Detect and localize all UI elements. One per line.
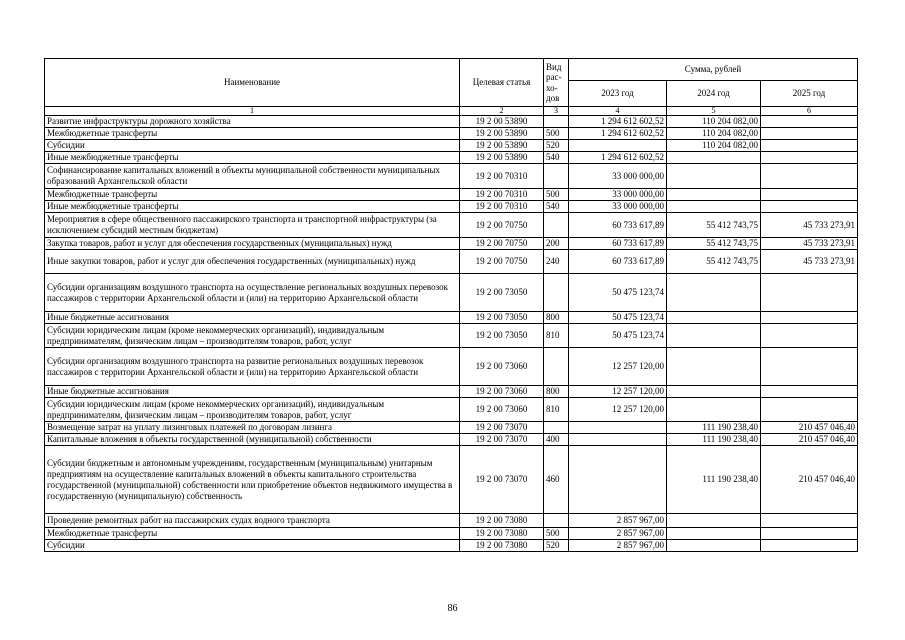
row-name: Субсидии организациям воздушного транспорта на развитие региональных воздушных перевозок пассажиров с территории Архангельской области и (или) на территорию Архангельской области (45, 348, 460, 386)
row-sum-2025 (761, 312, 858, 324)
header-year-2024: 2024 год (667, 81, 761, 107)
row-sum-2023: 12 257 120,00 (569, 386, 667, 398)
table-row (45, 274, 858, 312)
row-expense-type: 540 (544, 201, 569, 213)
row-sum-2023: 60 733 617,89 (569, 250, 667, 274)
row-target-article: 19 2 00 70310 (460, 201, 544, 213)
row-sum-2023: 1 294 612 602,52 (569, 128, 667, 140)
row-target-article: 19 2 00 73050 (460, 324, 544, 348)
row-sum-2024 (667, 324, 761, 348)
column-number: 4 (569, 107, 667, 116)
row-sum-2025 (761, 274, 858, 312)
row-sum-2023: 1 294 612 602,52 (569, 116, 667, 128)
row-sum-2023: 12 257 120,00 (569, 398, 667, 422)
row-sum-2025 (761, 164, 858, 189)
header-sum-group: Сумма, рублей (569, 59, 858, 81)
row-sum-2025 (761, 528, 858, 540)
row-expense-type: 460 (544, 446, 569, 514)
row-expense-type (544, 514, 569, 528)
row-expense-type (544, 348, 569, 386)
row-target-article: 19 2 00 73070 (460, 434, 544, 446)
table-row (45, 164, 858, 189)
row-sum-2025 (761, 189, 858, 201)
row-target-article: 19 2 00 73050 (460, 274, 544, 312)
row-sum-2024 (667, 386, 761, 398)
column-number: 1 (45, 107, 460, 116)
row-sum-2025: 45 733 273,91 (761, 238, 858, 250)
header-name: Наименование (45, 59, 460, 107)
row-sum-2024 (667, 528, 761, 540)
row-sum-2024 (667, 152, 761, 164)
row-name: Иные межбюджетные трансферты (45, 152, 460, 164)
table-row (45, 398, 858, 422)
row-expense-type: 810 (544, 398, 569, 422)
column-number: 2 (460, 107, 544, 116)
row-sum-2024: 55 412 743,75 (667, 250, 761, 274)
row-sum-2024 (667, 514, 761, 528)
budget-table (44, 58, 858, 552)
row-sum-2023: 1 294 612 602,52 (569, 152, 667, 164)
row-sum-2024: 111 190 238,40 (667, 434, 761, 446)
row-sum-2023: 2 857 967,00 (569, 514, 667, 528)
row-sum-2024 (667, 164, 761, 189)
row-target-article: 19 2 00 73080 (460, 540, 544, 552)
row-target-article: 19 2 00 73070 (460, 446, 544, 514)
row-target-article: 19 2 00 70750 (460, 238, 544, 250)
table-row (45, 386, 858, 398)
row-target-article: 19 2 00 53890 (460, 140, 544, 152)
row-sum-2023: 60 733 617,89 (569, 213, 667, 238)
row-sum-2023 (569, 446, 667, 514)
row-expense-type: 200 (544, 238, 569, 250)
row-expense-type: 500 (544, 528, 569, 540)
row-sum-2024 (667, 398, 761, 422)
row-sum-2025 (761, 514, 858, 528)
row-name: Субсидии (45, 140, 460, 152)
row-sum-2024: 111 190 238,40 (667, 422, 761, 434)
row-expense-type (544, 213, 569, 238)
table-row (45, 540, 858, 552)
row-expense-type: 500 (544, 128, 569, 140)
table-row (45, 446, 858, 514)
row-sum-2023: 33 000 000,00 (569, 164, 667, 189)
header-year-2025: 2025 год (761, 81, 858, 107)
row-sum-2024: 110 204 082,00 (667, 116, 761, 128)
row-sum-2025 (761, 128, 858, 140)
row-expense-type (544, 164, 569, 189)
row-sum-2025 (761, 540, 858, 552)
table-row (45, 189, 858, 201)
row-sum-2025 (761, 386, 858, 398)
row-target-article: 19 2 00 70750 (460, 250, 544, 274)
row-sum-2024 (667, 312, 761, 324)
row-sum-2024 (667, 348, 761, 386)
row-sum-2023: 2 857 967,00 (569, 528, 667, 540)
table-row (45, 324, 858, 348)
row-target-article: 19 2 00 53890 (460, 128, 544, 140)
column-number: 6 (761, 107, 858, 116)
row-sum-2025: 210 457 046,40 (761, 434, 858, 446)
row-target-article: 19 2 00 53890 (460, 116, 544, 128)
row-name: Софинансирование капитальных вложений в объекты муниципальной собственности муниципальных образований Архангельской области (45, 164, 460, 189)
row-sum-2024: 110 204 082,00 (667, 128, 761, 140)
row-target-article: 19 2 00 70310 (460, 189, 544, 201)
row-expense-type (544, 422, 569, 434)
row-sum-2024 (667, 189, 761, 201)
table-row (45, 514, 858, 528)
row-name: Субсидии юридическим лицам (кроме некоммерческих организаций), индивидуальным предпринимателям, физическим лицам – производителям товаров, работ, услуг (45, 324, 460, 348)
row-target-article: 19 2 00 73060 (460, 398, 544, 422)
row-expense-type (544, 116, 569, 128)
row-expense-type: 540 (544, 152, 569, 164)
row-sum-2025 (761, 201, 858, 213)
row-name: Иные бюджетные ассигнования (45, 386, 460, 398)
header-target-article: Целевая статья (460, 59, 544, 107)
row-sum-2023: 50 475 123,74 (569, 324, 667, 348)
row-name: Субсидии организациям воздушного транспорта на осуществление региональных воздушных перевозок пассажиров с территории Архангельской области и (или) на территорию Архангельской области (45, 274, 460, 312)
row-target-article: 19 2 00 73060 (460, 348, 544, 386)
row-sum-2023: 33 000 000,00 (569, 201, 667, 213)
row-expense-type: 810 (544, 324, 569, 348)
row-expense-type (544, 274, 569, 312)
row-sum-2025 (761, 398, 858, 422)
row-target-article: 19 2 00 73070 (460, 422, 544, 434)
row-name: Межбюджетные трансферты (45, 189, 460, 201)
row-sum-2024 (667, 274, 761, 312)
row-name: Мероприятия в сфере общественного пассажирского транспорта и транспортной инфраструктуры (за исключением субсидий местным бюджетам) (45, 213, 460, 238)
header-expense-type: Вид рас- хо- дов (544, 59, 569, 107)
row-name: Возмещение затрат на уплату лизинговых платежей по договорам лизинга (45, 422, 460, 434)
row-name: Иные бюджетные ассигнования (45, 312, 460, 324)
row-sum-2023: 33 000 000,00 (569, 189, 667, 201)
row-sum-2024 (667, 540, 761, 552)
column-number: 3 (544, 107, 569, 116)
row-sum-2023: 12 257 120,00 (569, 348, 667, 386)
row-target-article: 19 2 00 73050 (460, 312, 544, 324)
row-sum-2023 (569, 434, 667, 446)
table-row (45, 250, 858, 274)
table-row (45, 116, 858, 128)
row-name: Субсидии (45, 540, 460, 552)
row-sum-2023 (569, 422, 667, 434)
row-sum-2025 (761, 140, 858, 152)
row-sum-2023: 50 475 123,74 (569, 312, 667, 324)
row-name: Проведение ремонтных работ на пассажирских судах водного транспорта (45, 514, 460, 528)
row-target-article: 19 2 00 73080 (460, 528, 544, 540)
row-name: Закупка товаров, работ и услуг для обеспечения государственных (муниципальных) нужд (45, 238, 460, 250)
row-sum-2024: 55 412 743,75 (667, 238, 761, 250)
row-sum-2025 (761, 152, 858, 164)
row-sum-2023: 60 733 617,89 (569, 238, 667, 250)
row-target-article: 19 2 00 70750 (460, 213, 544, 238)
row-name: Межбюджетные трансферты (45, 528, 460, 540)
row-sum-2023: 2 857 967,00 (569, 540, 667, 552)
row-expense-type: 500 (544, 189, 569, 201)
row-sum-2025: 45 733 273,91 (761, 213, 858, 238)
row-sum-2025 (761, 348, 858, 386)
row-sum-2025 (761, 116, 858, 128)
table-row (45, 312, 858, 324)
table-row (45, 238, 858, 250)
row-name: Субсидии юридическим лицам (кроме некоммерческих организаций), индивидуальным предпринимателям, физическим лицам – производителям товаров, работ, услуг (45, 398, 460, 422)
column-number: 5 (667, 107, 761, 116)
row-sum-2024: 55 412 743,75 (667, 213, 761, 238)
table-row (45, 422, 858, 434)
row-name: Капитальные вложения в объекты государственной (муниципальной) собственности (45, 434, 460, 446)
table-row (45, 528, 858, 540)
table-row (45, 152, 858, 164)
row-name: Межбюджетные трансферты (45, 128, 460, 140)
row-sum-2025: 210 457 046,40 (761, 422, 858, 434)
row-sum-2024 (667, 201, 761, 213)
row-expense-type: 400 (544, 434, 569, 446)
row-name: Иные закупки товаров, работ и услуг для обеспечения государственных (муниципальных) нужд (45, 250, 460, 274)
table-body (45, 116, 858, 552)
page-number: 86 (447, 603, 458, 614)
row-sum-2024: 110 204 082,00 (667, 140, 761, 152)
header-year-2023: 2023 год (569, 81, 667, 107)
row-target-article: 19 2 00 73060 (460, 386, 544, 398)
row-expense-type: 240 (544, 250, 569, 274)
table-row (45, 140, 858, 152)
row-name: Субсидии бюджетным и автономным учреждениям, государственным (муниципальным) унитарным предприятиям на осуществление капитальных вложений в объекты капитального строительства государственной (муниципальной) собственности или приобретение объектов недвижимого имущества в государственную (муниципальную) собственность (45, 446, 460, 514)
table-header (45, 59, 858, 116)
row-expense-type: 800 (544, 386, 569, 398)
row-sum-2023: 50 475 123,74 (569, 274, 667, 312)
row-target-article: 19 2 00 53890 (460, 152, 544, 164)
table-row (45, 213, 858, 238)
row-sum-2024: 111 190 238,40 (667, 446, 761, 514)
row-sum-2025: 45 733 273,91 (761, 250, 858, 274)
table-row (45, 128, 858, 140)
row-sum-2025: 210 457 046,40 (761, 446, 858, 514)
table-row (45, 434, 858, 446)
row-name: Развитие инфраструктуры дорожного хозяйства (45, 116, 460, 128)
row-expense-type: 800 (544, 312, 569, 324)
row-target-article: 19 2 00 70310 (460, 164, 544, 189)
row-sum-2025 (761, 324, 858, 348)
table-row (45, 348, 858, 386)
row-name: Иные межбюджетные трансферты (45, 201, 460, 213)
row-sum-2023 (569, 140, 667, 152)
row-target-article: 19 2 00 73080 (460, 514, 544, 528)
row-expense-type: 520 (544, 540, 569, 552)
column-number-row (45, 107, 858, 116)
table-row (45, 201, 858, 213)
row-expense-type: 520 (544, 140, 569, 152)
